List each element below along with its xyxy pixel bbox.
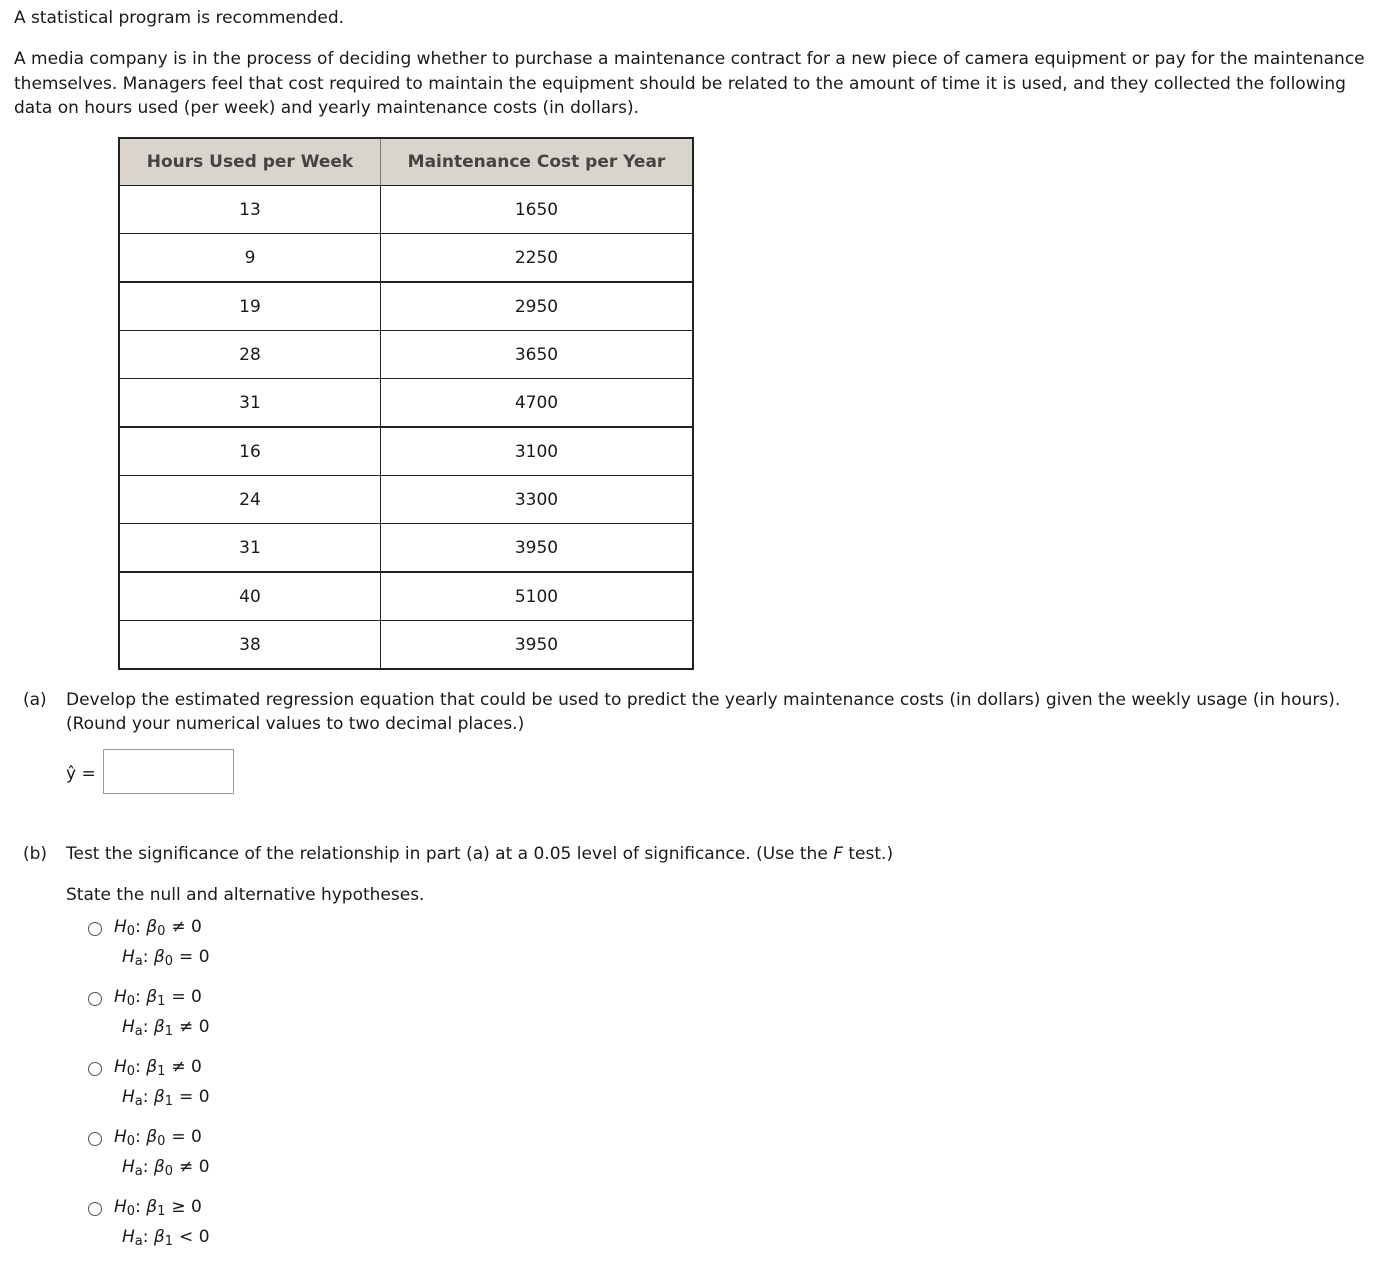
- radio-button[interactable]: [88, 1062, 102, 1076]
- alternative-hypothesis: $H_a$: $\beta_0 = 0$: [122, 947, 210, 969]
- table-row: [119, 282, 693, 331]
- radio-button[interactable]: [88, 922, 102, 936]
- hypothesis-option-5[interactable]: [88, 1197, 288, 1262]
- part-b-question: [66, 842, 893, 866]
- table-row: [119, 427, 693, 476]
- table-row: [119, 476, 693, 524]
- hours-cell: 31: [119, 524, 381, 573]
- cost-cell: 1650: [381, 186, 694, 234]
- null-hypothesis: $H_0$: $\beta_1 \ne 0$: [114, 1057, 202, 1079]
- problem-statement: A media company is in the process of deciding whether to purchase a maintenance contract for a new piece of camera equipment or pay for the maintenance themselves. Managers feel that cost required to maintain the equipment should be related to the amount of time it is used, and they collected the following data on hours used (per week) and yearly maintenance costs (in dollars).: [14, 49, 1365, 118]
- f-letter: F: [833, 844, 843, 864]
- hypotheses-prompt: State the null and alternative hypotheses.: [66, 885, 425, 905]
- hours-cell: 13: [119, 186, 381, 234]
- null-hypothesis: $H_0$: $\beta_0 = 0$: [114, 1127, 202, 1149]
- regression-equation-input[interactable]: [103, 749, 234, 794]
- null-hypothesis: $H_0$: $\beta_0 \ne 0$: [114, 917, 202, 939]
- cost-cell: 4700: [381, 379, 694, 428]
- part-a-instruction: (Round your numerical values to two decimal places.): [66, 714, 525, 734]
- hours-cell: 9: [119, 234, 381, 283]
- hypothesis-option-3[interactable]: [88, 1057, 288, 1122]
- table-row: [119, 572, 693, 621]
- cost-cell: 3300: [381, 476, 694, 524]
- hours-cell: 28: [119, 331, 381, 379]
- part-a-question: Develop the estimated regression equation that could be used to predict the yearly maintenance costs (in dollars) given the weekly usage (in hours).: [66, 690, 1341, 710]
- alternative-hypothesis: $H_a$: $\beta_0 \ne 0$: [122, 1157, 210, 1179]
- hours-cell: 19: [119, 282, 381, 331]
- hypothesis-option-1[interactable]: [88, 917, 288, 982]
- part-b-text: Test the significance of the relationship in part (a) at a 0.05 level of significance. (Use the: [66, 844, 834, 864]
- column-header-hours: Hours Used per Week: [119, 138, 381, 186]
- yhat-label: ŷ =: [66, 764, 96, 784]
- alternative-hypothesis: $H_a$: $\beta_1 < 0$: [122, 1227, 210, 1249]
- hypothesis-option-2[interactable]: [88, 987, 288, 1052]
- part-a-label: (a): [23, 690, 47, 710]
- table-row: [119, 331, 693, 379]
- table-row: [119, 379, 693, 428]
- column-header-cost: Maintenance Cost per Year: [381, 138, 694, 186]
- table-row: [119, 234, 693, 283]
- alternative-hypothesis: $H_a$: $\beta_1 = 0$: [122, 1087, 210, 1109]
- cost-cell: 3950: [514, 634, 559, 655]
- cost-cell: 3100: [381, 427, 694, 476]
- hours-cell: 16: [119, 427, 381, 476]
- cost-cell: 3650: [381, 331, 694, 379]
- radio-button[interactable]: [88, 1132, 102, 1146]
- part-b-text-end: test.): [842, 844, 894, 864]
- radio-button[interactable]: [88, 992, 102, 1006]
- hours-cell: 40: [119, 572, 381, 621]
- null-hypothesis: $H_0$: $\beta_1 \ge 0$: [114, 1197, 202, 1219]
- cost-cell: 2250: [381, 234, 694, 283]
- hours-cell: 24: [119, 476, 381, 524]
- hours-cell: 31: [119, 379, 381, 428]
- table-row: [119, 621, 693, 670]
- cost-cell: 5100: [381, 572, 694, 621]
- hours-cell: 38: [119, 621, 381, 670]
- intro-text: A statistical program is recommended.: [14, 8, 345, 28]
- cost-cell: 2950: [381, 282, 694, 331]
- cost-cell: 3950: [381, 524, 694, 573]
- alternative-hypothesis: $H_a$: $\beta_1 \ne 0$: [122, 1017, 210, 1039]
- part-b-label: (b): [23, 844, 48, 864]
- radio-button[interactable]: [88, 1202, 102, 1216]
- null-hypothesis: $H_0$: $\beta_1 = 0$: [114, 987, 202, 1009]
- data-table: [118, 137, 694, 670]
- table-row: [119, 186, 693, 234]
- hypothesis-option-4[interactable]: [88, 1127, 288, 1192]
- table-row: [119, 524, 693, 573]
